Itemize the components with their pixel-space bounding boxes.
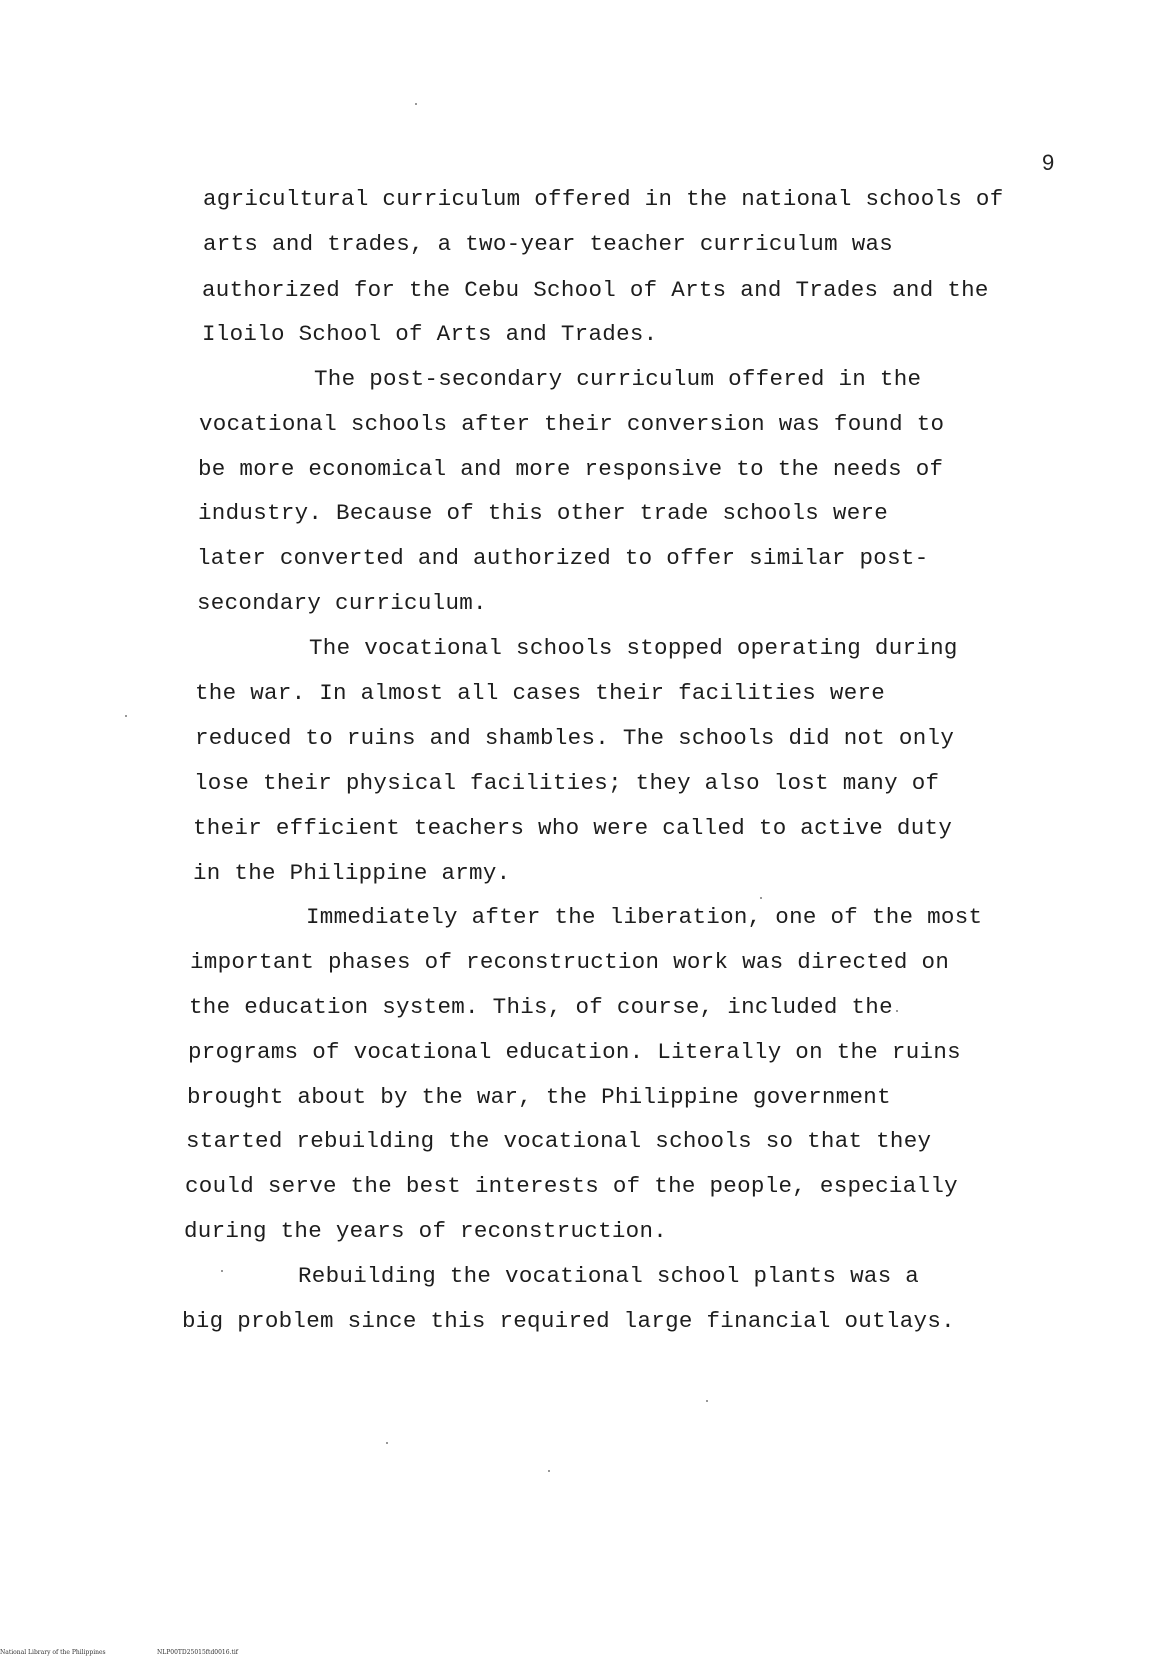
footer-library: National Library of the Philippines	[0, 1649, 106, 1656]
scan-speck	[706, 1400, 708, 1402]
text-line: lose their physical facilities; they also lost many of	[194, 770, 940, 796]
text-line: the war. In almost all cases their facilities were	[195, 680, 886, 706]
text-line: vocational schools after their conversion was found to	[199, 411, 945, 437]
page-number: 9	[1042, 150, 1055, 175]
scan-speck	[221, 1270, 223, 1272]
text-line: during the years of reconstruction.	[184, 1218, 668, 1244]
text-line: reduced to ruins and shambles. The schools did not only	[195, 725, 955, 751]
scan-speck	[896, 1010, 898, 1012]
scan-speck	[760, 897, 762, 899]
text-line: secondary curriculum.	[197, 590, 487, 616]
text-line: Iloilo School of Arts and Trades.	[202, 321, 658, 347]
text-line: be more economical and more responsive to the needs of	[198, 456, 944, 482]
text-line: programs of vocational education. Literally on the ruins	[188, 1039, 961, 1065]
text-line: started rebuilding the vocational schools so that they	[186, 1128, 932, 1154]
text-line: arts and trades, a two-year teacher curriculum was	[203, 231, 894, 257]
text-line: The post-secondary curriculum offered in the	[314, 366, 922, 392]
text-line: big problem since this required large financial outlays.	[182, 1308, 955, 1334]
text-line: Rebuilding the vocational school plants was a	[298, 1263, 920, 1289]
text-line: their efficient teachers who were called to active duty	[193, 815, 953, 841]
scan-speck	[415, 103, 417, 105]
text-line: brought about by the war, the Philippine government	[187, 1084, 891, 1110]
text-line: in the Philippine army.	[193, 860, 511, 886]
text-line: important phases of reconstruction work was directed on	[190, 949, 950, 975]
text-line: could serve the best interests of the people, especially	[185, 1173, 958, 1199]
scan-speck	[386, 1442, 388, 1444]
footer-file: NLP00TD25015ftd0016.tif	[157, 1649, 239, 1656]
text-line: authorized for the Cebu School of Arts and Trades and the	[202, 277, 989, 303]
scan-speck	[125, 715, 127, 717]
scan-footer	[0, 1649, 239, 1656]
text-line: The vocational schools stopped operating during	[309, 635, 958, 661]
scan-speck	[548, 1470, 550, 1472]
text-line: Immediately after the liberation, one of the most	[306, 904, 983, 930]
text-line: agricultural curriculum offered in the national schools of	[203, 186, 1004, 212]
text-line: later converted and authorized to offer similar post-	[197, 545, 929, 571]
text-line: industry. Because of this other trade schools were	[198, 500, 889, 526]
text-line: the education system. This, of course, included the	[189, 994, 893, 1020]
